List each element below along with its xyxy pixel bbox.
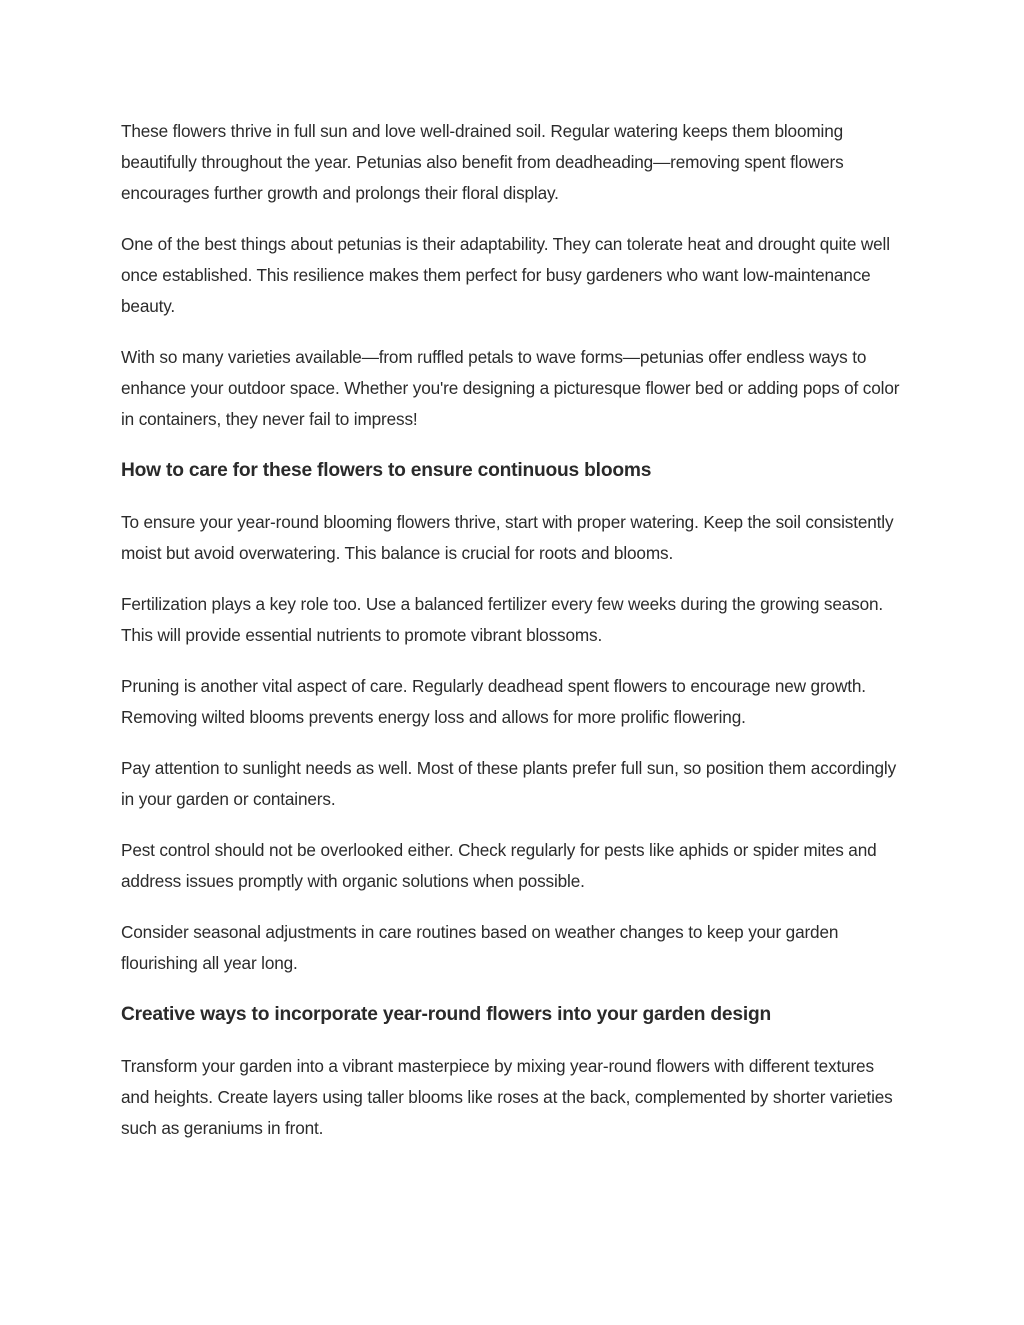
paragraph-petunia-care: These flowers thrive in full sun and love well-drained soil. Regular watering keeps them blooming beautifully throughout the year. Petunias also benefit from deadheading—removing spent flowers encourages further growth and prolongs their floral display. (121, 121, 844, 203)
article-body (121, 116, 906, 1164)
paragraph-petunia-adaptability: One of the best things about petunias is their adaptability. They can tolerate heat and drought quite well once established. This resilience makes them perfect for busy gardeners who want low-maintenance beauty. (121, 234, 890, 316)
paragraph-pruning: Pruning is another vital aspect of care. Regularly deadhead spent flowers to encourage new growth. Removing wilted blooms prevents energy loss and allows for more prolific flowering. (121, 676, 866, 727)
paragraph-seasonal: Consider seasonal adjustments in care routines based on weather changes to keep your garden flourishing all year long. (121, 922, 839, 973)
section-heading-design: Creative ways to incorporate year-round flowers into your garden design (121, 1004, 772, 1025)
paragraph-petunia-varieties: With so many varieties available—from ruffled petals to wave forms—petunias offer endless ways to enhance your outdoor space. Whether you're designing a picturesque flower bed or adding pops of color in containers, they never fail to impress! (121, 347, 900, 429)
paragraph-garden-layers: Transform your garden into a vibrant masterpiece by mixing year-round flowers with different textures and heights. Create layers using taller blooms like roses at the back, complemented by shorter varieties such as geraniums in front. (121, 1056, 893, 1138)
paragraph-sunlight: Pay attention to sunlight needs as well. Most of these plants prefer full sun, so position them accordingly in your garden or containers. (121, 758, 897, 809)
paragraph-fertilization: Fertilization plays a key role too. Use a balanced fertilizer every few weeks during the growing season. This will provide essential nutrients to promote vibrant blossoms. (121, 594, 884, 645)
paragraph-pest-control: Pest control should not be overlooked either. Check regularly for pests like aphids or spider mites and address issues promptly with organic solutions when possible. (121, 840, 877, 891)
section-heading-care: How to care for these flowers to ensure continuous blooms (121, 460, 652, 481)
paragraph-watering: To ensure your year-round blooming flowers thrive, start with proper watering. Keep the soil consistently moist but avoid overwatering. This balance is crucial for roots and blooms. (121, 512, 894, 563)
